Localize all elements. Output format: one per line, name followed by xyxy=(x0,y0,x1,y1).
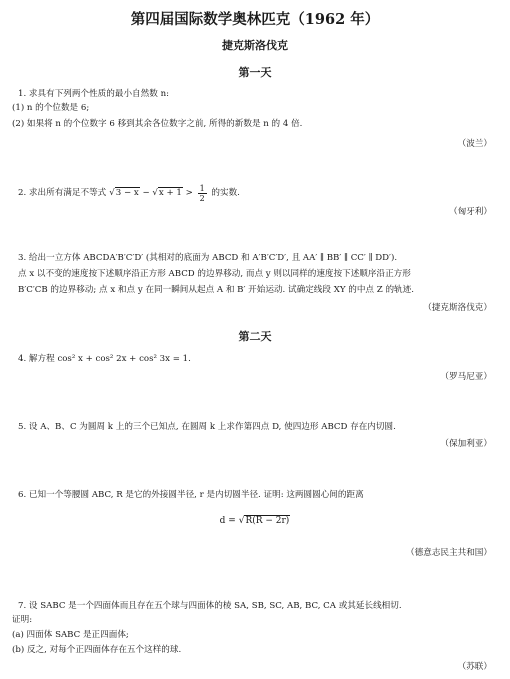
page-title: 第四届国际数学奥林匹克（1962 年） xyxy=(130,11,380,28)
problem-7-line-1: 7. 设 SABC 是一个四面体而且存在五个球与四面体的棱 SA, SB, SC, AB, BC, CA 或其延长线相切. xyxy=(18,601,402,611)
problem-7-line-3: (a) 四面体 SABC 是正四面体; xyxy=(12,630,129,640)
formula-radicand: R(R − 2r) xyxy=(245,516,290,526)
problem-3-source: （捷克斯洛伐克） xyxy=(423,303,492,313)
sqrt-term-2: x + 1 xyxy=(158,188,182,198)
problem-5-source: （保加利亚） xyxy=(440,439,492,449)
problem-7-source: （苏联） xyxy=(457,662,492,672)
problem-2-source: （匈牙利） xyxy=(449,207,492,217)
problem-5-line-1: 5. 设 A、B、C 为圆周 k 上的三个已知点, 在圆周 k 上求作第四点 D, 使四边形 ABCD 存在内切圆. xyxy=(18,422,396,432)
problem-2: 2. 求出所有满足不等式 √ 3 − x − √ x + 1 > $\frac{1}{2}$ 的实数. xyxy=(18,183,240,203)
problem-4-line-1: 4. 解方程 cos² x + cos² 2x + cos² 3x = 1. xyxy=(18,354,191,364)
page-subtitle: 捷克斯洛伐克 xyxy=(222,39,288,52)
fraction-one-half xyxy=(198,184,207,203)
distance-formula: d = √ R(R − 2r) xyxy=(219,516,290,526)
problem-3-line-1: 3. 给出一立方体 ABCDA′B′C′D′ (其相对的底面为 ABCD 和 A′B′C′D′, 且 AA′ ∥ BB′ ∥ CC′ ∥ DD′). xyxy=(18,253,398,263)
day-two-heading: 第二天 xyxy=(238,330,272,343)
problem-6-line-1: 6. 已知一个等腰圆 ABC, R 是它的外接圆半径, r 是内切圆半径. 证明: 这两圆圆心间的距离 xyxy=(18,490,364,500)
greater-than-sign: > xyxy=(182,188,196,198)
problem-7-line-4: (b) 反之, 对每个正四面体存在五个这样的球. xyxy=(12,645,182,655)
problem-6-source: （德意志民主共和国） xyxy=(406,548,492,558)
problem-1-line-3: (2) 如果将 n 的个位数字 6 移到其余各位数字之前, 所得的新数是 n 的 4 倍. xyxy=(12,119,303,129)
formula-lhs: d = xyxy=(219,516,239,526)
problem-2-suffix: 的实数. xyxy=(208,188,240,198)
problem-1-source: （波兰） xyxy=(457,139,492,149)
day-one-heading: 第一天 xyxy=(238,66,272,79)
problem-2-prefix: 2. 求出所有满足不等式 xyxy=(18,188,107,198)
problem-3-line-3: B′C′CB 的边界移动; 点 x 和点 y 在同一瞬间从起点 A 和 B′ 开始运动. 试确定线段 XY 的中点 Z 的轨迹. xyxy=(18,285,414,295)
problem-1-line-2: (1) n 的个位数是 6; xyxy=(12,103,90,113)
sqrt-term-1: 3 − x xyxy=(115,188,139,198)
problem-3-line-2: 点 x 以不变的速度按下述顺序沿正方形 ABCD 的边界移动, 而点 y 则以同样的速度按下述顺序沿正方形 xyxy=(18,269,411,279)
problem-4-source: （罗马尼亚） xyxy=(440,372,492,382)
minus-sign: − xyxy=(139,188,153,198)
fraction-denominator: 2 xyxy=(199,193,205,203)
fraction-numerator: 1 xyxy=(199,183,205,193)
problem-7-line-2: 证明: xyxy=(12,615,33,625)
problem-1-line-1: 1. 求具有下列两个性质的最小自然数 n: xyxy=(18,89,169,99)
